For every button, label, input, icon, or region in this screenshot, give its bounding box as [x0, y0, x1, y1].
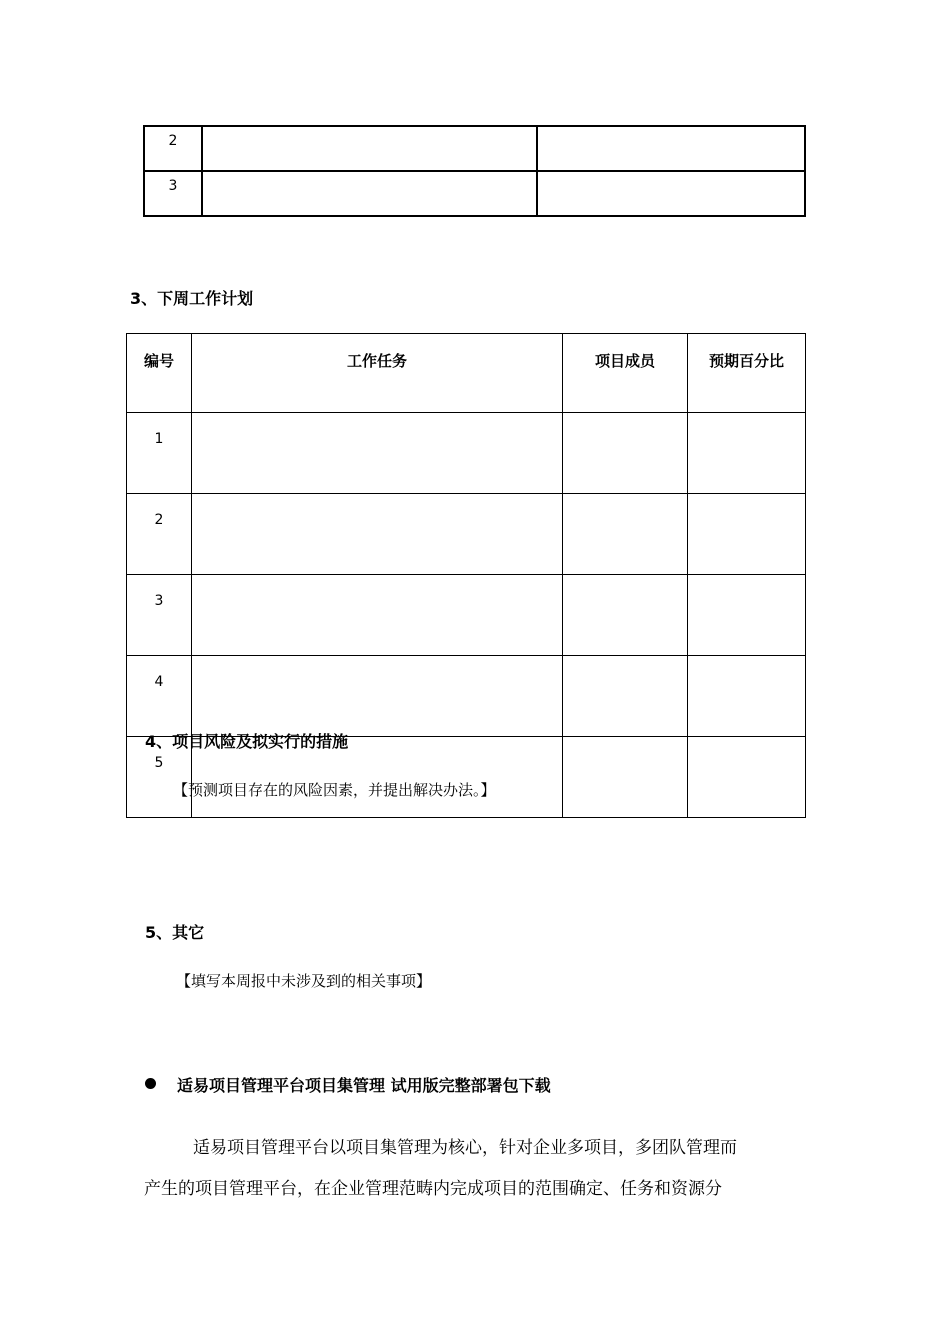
table-row	[144, 171, 805, 216]
table-cell	[202, 126, 537, 171]
task-cell	[192, 656, 563, 737]
member-cell	[563, 413, 688, 494]
percentage-cell	[688, 494, 806, 575]
percentage-cell	[688, 575, 806, 656]
table-cell	[202, 171, 537, 216]
row-number: 2	[144, 126, 202, 171]
table-cell	[537, 171, 805, 216]
table-header-row	[127, 334, 806, 413]
row-number: 3	[127, 575, 192, 656]
table-row	[127, 494, 806, 575]
percentage-cell	[688, 413, 806, 494]
header-percentage: 预期百分比	[688, 334, 806, 413]
row-number: 2	[127, 494, 192, 575]
previous-table	[143, 125, 806, 217]
percentage-cell	[688, 656, 806, 737]
task-cell	[192, 413, 563, 494]
member-cell	[563, 737, 688, 818]
section-4-title: 4、项目风险及拟实行的措施	[145, 732, 349, 751]
section-5-note: 【填写本周报中未涉及到的相关事项】	[176, 972, 432, 990]
task-cell	[192, 575, 563, 656]
section-4-note: 【预测项目存在的风险因素，并提出解决办法。】	[173, 781, 496, 799]
row-number: 4	[127, 656, 192, 737]
bullet-icon	[145, 1078, 156, 1089]
task-cell	[192, 494, 563, 575]
row-number: 3	[144, 171, 202, 216]
percentage-cell	[688, 737, 806, 818]
table-row	[127, 413, 806, 494]
member-cell	[563, 656, 688, 737]
table-row	[144, 126, 805, 171]
member-cell	[563, 494, 688, 575]
table-cell	[537, 126, 805, 171]
row-number: 5	[127, 737, 192, 818]
header-member: 项目成员	[563, 334, 688, 413]
row-number: 1	[127, 413, 192, 494]
header-task: 工作任务	[192, 334, 563, 413]
section-5-title: 5、其它	[145, 923, 205, 942]
header-number: 编号	[127, 334, 192, 413]
member-cell	[563, 575, 688, 656]
promo-title: 适易项目管理平台项目集管理 试用版完整部署包下载	[177, 1076, 551, 1095]
promo-paragraph-line-1: 适易项目管理平台以项目集管理为核心，针对企业多项目，多团队管理而	[193, 1138, 737, 1158]
promo-paragraph-line-2: 产生的项目管理平台，在企业管理范畴内完成项目的范围确定、任务和资源分	[144, 1179, 722, 1199]
table-row	[127, 575, 806, 656]
section-3-title: 3、下周工作计划	[130, 289, 254, 308]
table-row	[127, 656, 806, 737]
